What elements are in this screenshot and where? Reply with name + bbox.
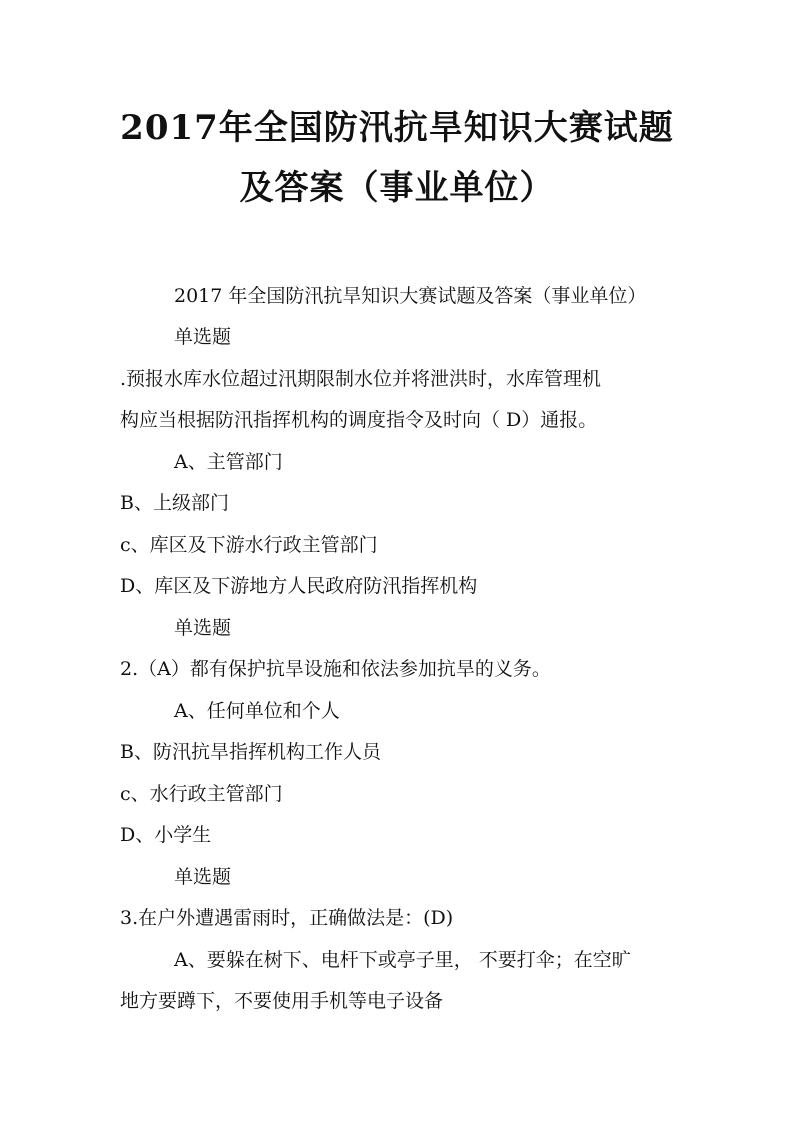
answer-option: D、小学生 (120, 824, 212, 846)
answer-option: A、要躲在树下、电杆下或亭子里， 不要打伞；在空旷 (174, 949, 631, 971)
question-stem: 2.（A）都有保护抗旱设施和依法参加抗旱的义务。 (120, 658, 551, 680)
answer-option: A、任何单位和个人 (174, 700, 340, 722)
question-type: 单选题 (174, 617, 232, 639)
answer-option: A、主管部门 (174, 451, 283, 473)
question-stem: 构应当根据防汛指挥机构的调度指令及时向（ D）通报。 (120, 409, 598, 431)
question-type: 单选题 (174, 866, 232, 888)
answer-option: 地方要蹲下，不要使用手机等电子设备 (120, 990, 444, 1012)
document-subtitle: 2017 年全国防汛抗旱知识大赛试题及答案（事业单位） (174, 285, 647, 307)
answer-option: B、防汛抗旱指挥机构工作人员 (120, 741, 381, 763)
document-title-line-1: 2017年全国防汛抗旱知识大赛试题 (120, 108, 674, 148)
document-title-line-2: 及答案（事业单位） (239, 168, 555, 208)
answer-option: B、上级部门 (120, 492, 229, 514)
question-stem: 3.在户外遭遇雷雨时，正确做法是：(D) (120, 907, 454, 929)
answer-option: c、水行政主管部门 (120, 783, 283, 805)
question-stem: .预报水库水位超过汛期限制水位并将泄洪时，水库管理机 (120, 368, 602, 390)
answer-option: c、库区及下游水行政主管部门 (120, 534, 378, 556)
question-type: 单选题 (174, 326, 232, 348)
answer-option: D、库区及下游地方人民政府防汛指挥机构 (120, 575, 478, 597)
